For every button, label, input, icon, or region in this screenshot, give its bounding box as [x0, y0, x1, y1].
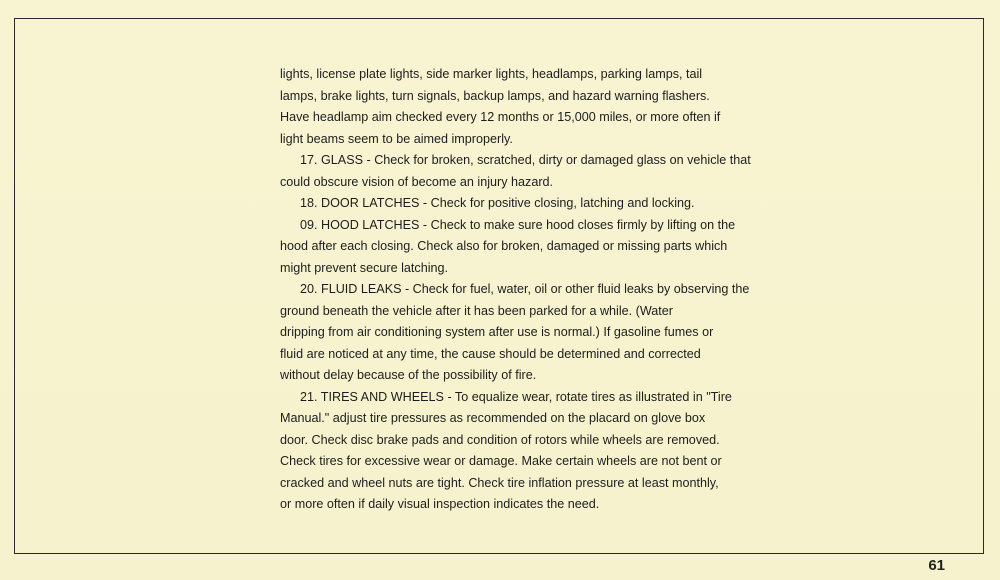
section-09-hood-latches: 09. HOOD LATCHES - Check to make sure hood closes firmly by lifting on the [300, 217, 736, 232]
section-18-door-latches: 18. DOOR LATCHES - Check for positive closing, latching and locking. [300, 196, 695, 210]
text-line: hood after each closing. Check also for broken, damaged or missing parts which [280, 239, 728, 253]
text-line: could obscure vision of become an injury hazard. [280, 174, 554, 189]
text-line: light beams seem to be aimed improperly. [280, 131, 513, 146]
section-17-glass: 17. GLASS - Check for broken, scratched, dirty or damaged glass on vehicle that [300, 153, 751, 167]
text-line: lights, license plate lights, side marker lights, headlamps, parking lamps, tail [280, 67, 703, 81]
text-line: might prevent secure latching. [280, 260, 449, 275]
section-20-fluid-leaks: 20. FLUID LEAKS - Check for fuel, water, oil or other fluid leaks by observing the [300, 282, 750, 296]
text-line: without delay because of the possibility of fire. [280, 368, 537, 382]
text-line: lamps, brake lights, turn signals, backup lamps, and hazard warning flashers. [280, 88, 710, 103]
text-line: cracked and wheel nuts are tight. Check tire inflation pressure at least monthly, [280, 475, 719, 490]
text-line: ground beneath the vehicle after it has been parked for a while. (Water [280, 303, 673, 318]
text-line: fluid are noticed at any time, the cause should be determined and corrected [280, 346, 701, 361]
text-line: door. Check disc brake pads and condition of rotors while wheels are removed. [280, 432, 720, 447]
section-21-tires-and-wheels: 21. TIRES AND WHEELS - To equalize wear, rotate tires as illustrated in "Tire [300, 389, 732, 404]
text-line: Manual." adjust tire pressures as recommended on the placard on glove box [280, 411, 706, 425]
body-text [280, 64, 840, 516]
text-line: Have headlamp aim checked every 12 months or 15,000 miles, or more often if [280, 110, 721, 124]
text-line: or more often if daily visual inspection indicates the need. [280, 497, 600, 511]
text-line: Check tires for excessive wear or damage. Make certain wheels are not bent or [280, 454, 722, 468]
text-line: dripping from air conditioning system after use is normal.) If gasoline fumes or [280, 325, 714, 339]
page-number: 61 [928, 557, 945, 574]
